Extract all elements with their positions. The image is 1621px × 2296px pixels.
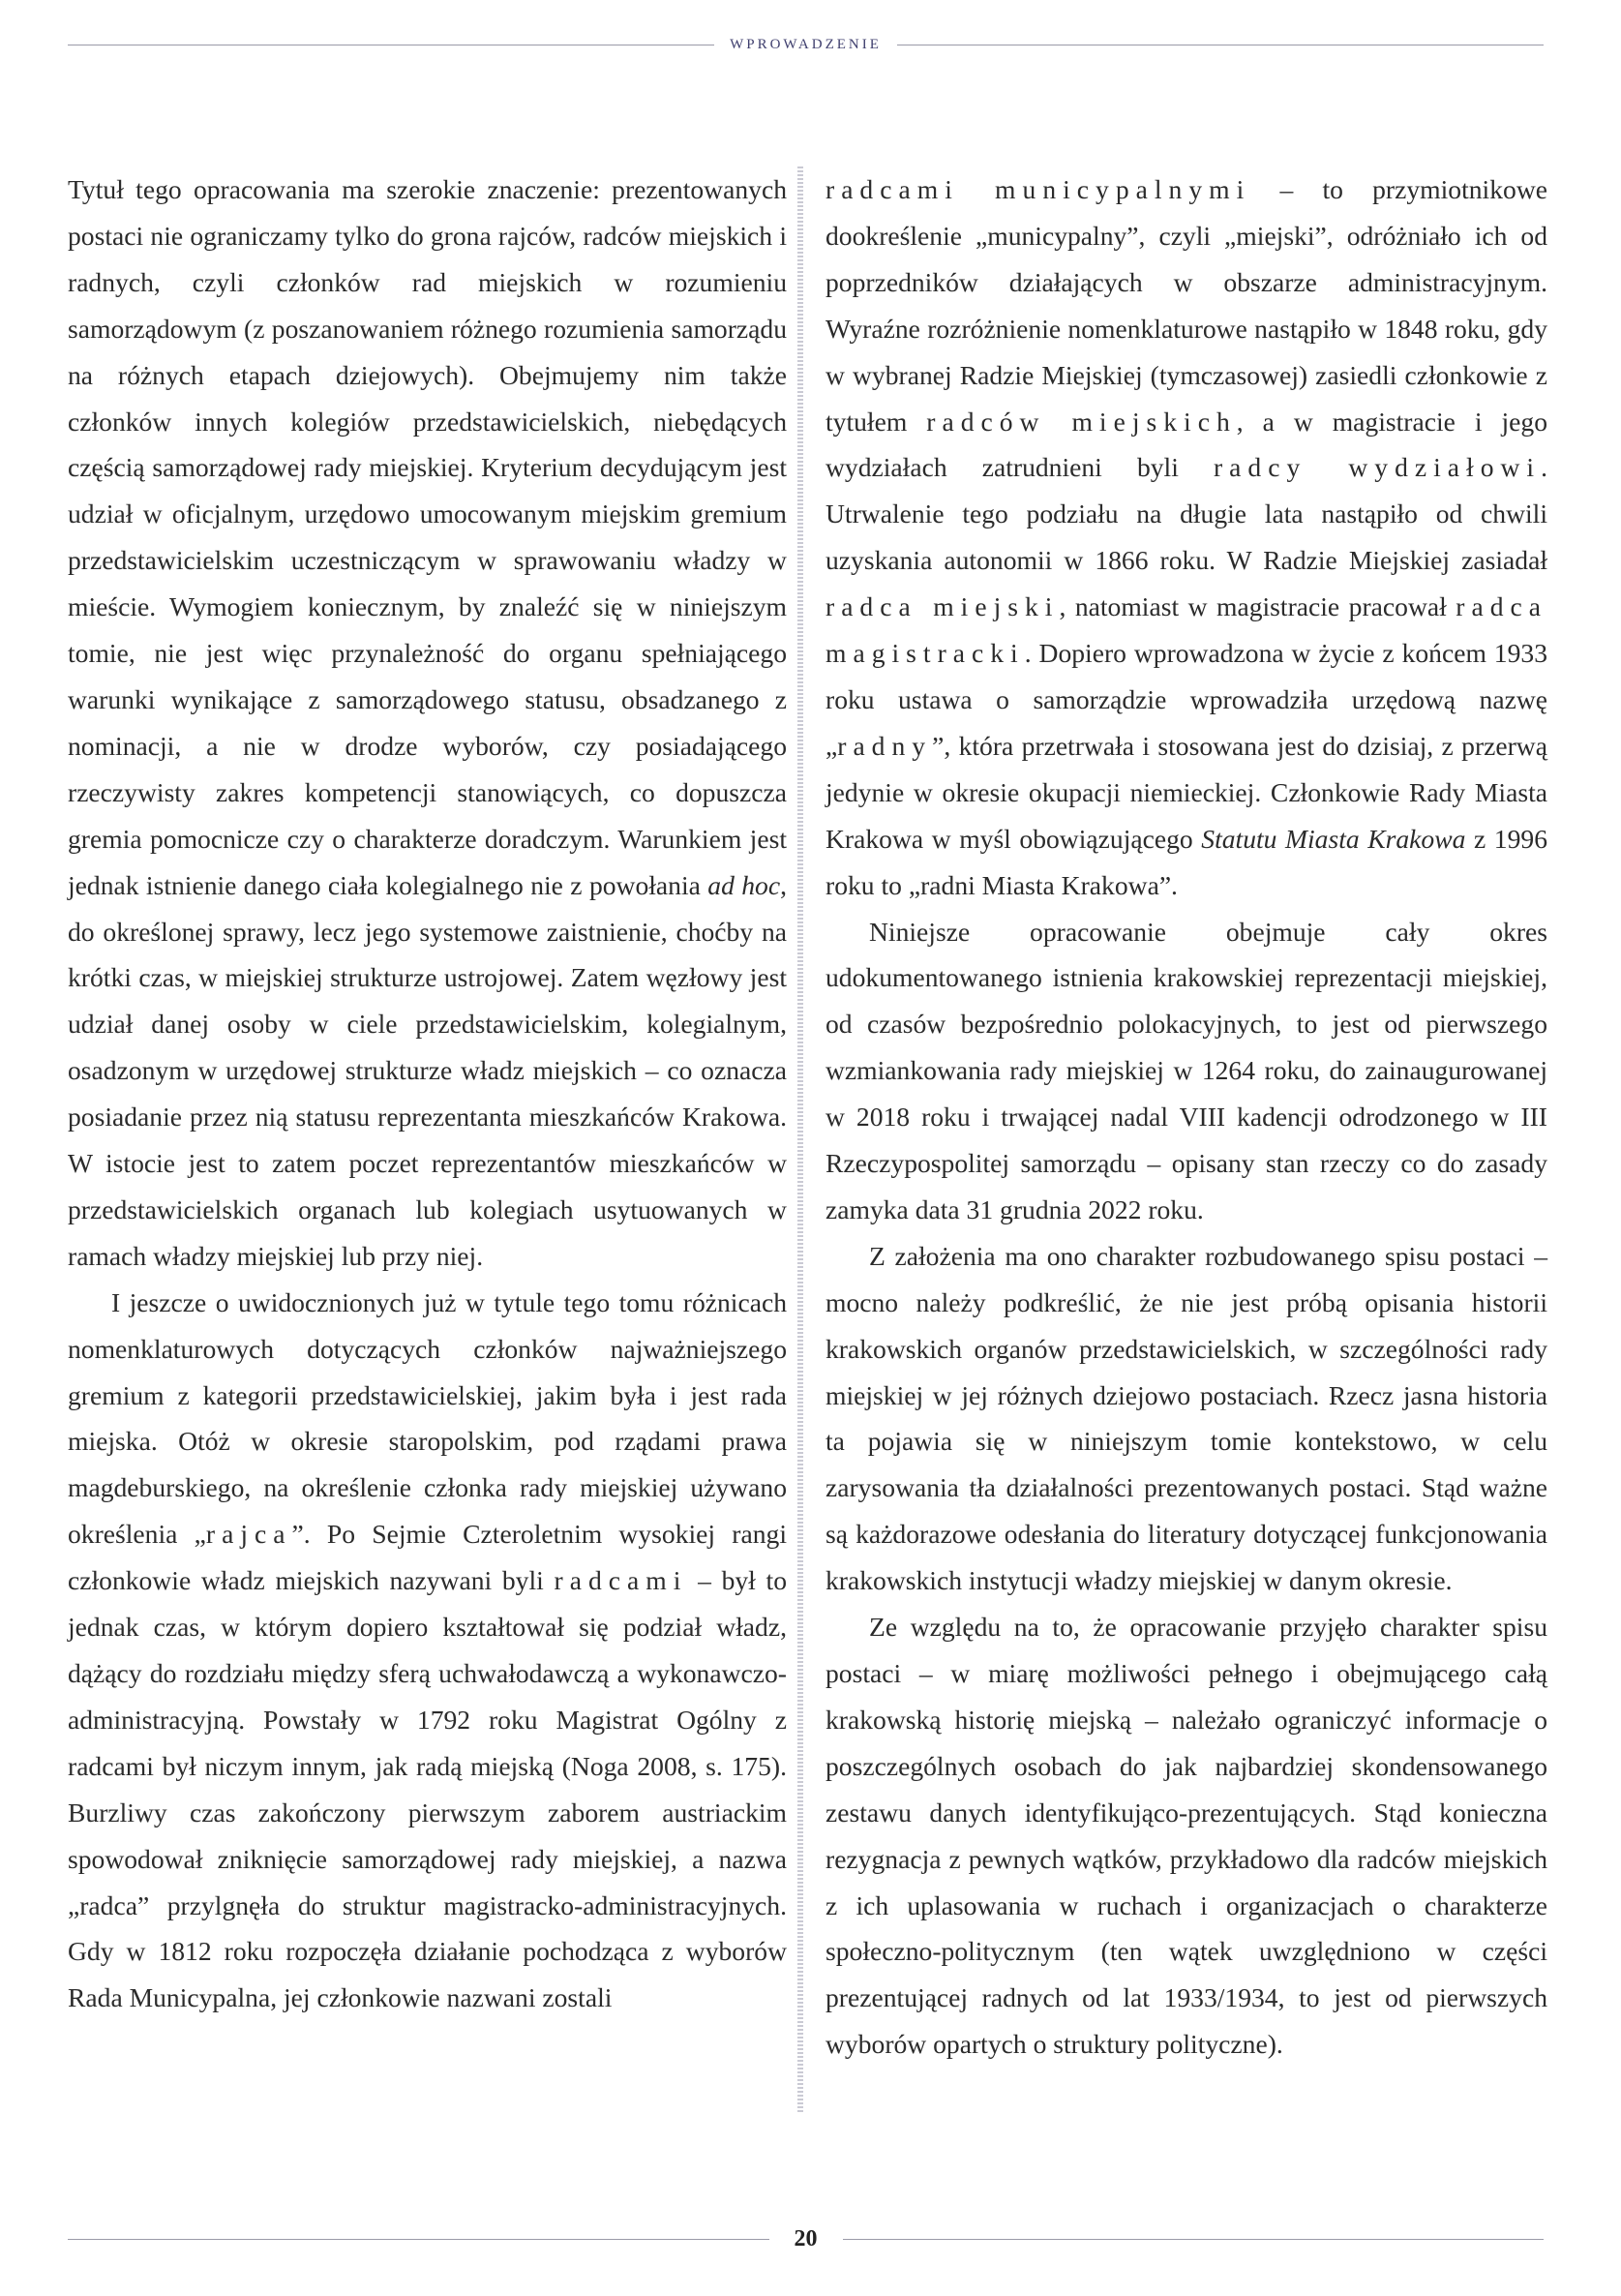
- left-paragraph-1: Tytuł tego opracowania ma szerokie znaczenie: prezentowanych postaci nie ograniczamy tylko do grona rajców, radców miejskich i radnych, czyli członków rad miejskich w rozumieniu samorządowym (z poszanowaniem różnego rozumienia samorządu na różnych etapach dziejowych). Obejmujemy nim także członków innych kolegiów przedstawicielskich, niebędących częścią samorządowej rady miejskiej. Kryterium decydującym jest udział w oficjalnym, urzędowo umocowanym miejskim gremium przedstawicielskim uczestniczącym w sprawowaniu władzy w mieście. Wymogiem koniecznym, by znaleźć się w niniejszym tomie, nie jest więc przynależność do organu spełniającego warunki wynikające z samorządowego statusu, obsadzanego z nominacji, a nie w drodze wyborów, czy posiadającego rzeczywisty zakres kompetencji stanowiących, co dopuszcza gremia pomocnicze czy o charakterze doradczym. Warunkiem jest jednak istnienie danego ciała kolegialnego nie z powołania ad hoc, do określonej sprawy, lecz jego systemowe zaistnienie, choćby na krótki czas, w miejskiej strukturze ustrojowej. Zatem węzłowy jest udział danej osoby w ciele przedstawicielskim, kolegialnym, osadzonym w urzędowej strukturze władz miejskich – co oznacza posiadanie przez nią statusu reprezentanta mieszkańców Krakowa. W istocie jest to zatem poczet reprezentantów mieszkańców w przedstawicielskich organach lub kolegiach usytuowanych w ramach władzy miejskiej lub przy niej.: [68, 174, 787, 1271]
- right-paragraph-3: Z założenia ma ono charakter rozbudowanego spisu postaci – mocno należy podkreślić, że nie jest próbą opisania historii krakowskich organów przedstawicielskich, w szczególności rady miejskiej w jej różnych dziejowo postaciach. Rzecz jasna historia ta pojawia się w niniejszym tomie kontekstowo, w celu zarysowania tła działalności prezentowanych postaci. Stąd ważne są każdorazowe odesłania do literatury dotyczącej funkcjonowania krakowskich instytucji władzy miejskiej w danym okresie.: [826, 1240, 1547, 1596]
- page-footer: [68, 2226, 1544, 2252]
- right-paragraph-4: Ze względu na to, że opracowanie przyjęło charakter spisu postaci – w miarę możliwości pełnego i obejmującego całą krakowską historię miejską – należało ograniczyć informacje o poszczególnych osobach do jak najbardziej skondensowanego zestawu danych identyfikująco-prezentujących. Stąd konieczna rezygnacja z pewnych wątków, przykładowo dla radców miejskich z ich uplasowania w ruchach i organizacjach o charakterze społeczno-politycznym (ten wątek uwzględniono w części prezentującej radnych od lat 1933/1934, to jest od pierwszych wyborów opartych o struktury polityczne).: [826, 1612, 1547, 2060]
- page-number: 20: [794, 2226, 818, 2251]
- running-header: [68, 37, 1544, 53]
- right-paragraph-2: Niniejsze opracowanie obejmuje cały okres udokumentowanego istnienia krakowskiej reprezentacji miejskiej, od czasów bezpośrednio polokacyjnych, to jest od pierwszego wzmiankowania rady miejskiej w 1264 roku, do zainaugurowanej w 2018 roku i trwającej nadal VIII kadencji odrodzonego w III Rzeczypospolitej samorządu – opisany stan rzeczy co do zasady zamyka data 31 grudnia 2022 roku.: [826, 916, 1547, 1224]
- left-paragraph-2: I jeszcze o uwidocznionych już w tytule tego tomu różnicach nomenklaturowych dotyczących członków najważniejszego gremium z kategorii przedstawicielskiej, jakim była i jest rada miejska. Otóż w okresie staropolskim, pod rządami prawa magdeburskiego, na określenie członka rady miejskiej używano określenia „rajca”. Po Sejmie Czteroletnim wysokiej rangi członkowie władz miejskich nazywani byli radcami – był to jednak czas, w którym dopiero kształtował się podział władz, dążący do rozdziału między sferą uchwałodawczą a wykonawczo-administracyjną. Powstały w 1792 roku Magistrat Ogólny z radcami był niczym innym, jak radą miejską (Noga 2008, s. 175). Burzliwy czas zakończony pierwszym zaborem austriackim spowodował zniknięcie samorządowej rady miejskiej, a nazwa „radca” przylgnęła do struktur magistracko-administracyjnych. Gdy w 1812 roku rozpoczęła działanie pochodząca z wyborów Rada Municypalna, jej członkowie nazwani zostali: [68, 1286, 788, 2013]
- column-divider: [797, 166, 803, 2112]
- footer-rule-right: [843, 2239, 1545, 2240]
- footer-rule-left: [68, 2239, 769, 2240]
- header-title: WPROWADZENIE: [730, 37, 882, 52]
- right-column: [826, 166, 1547, 2068]
- right-paragraph-1: radcami municypalnymi – to przymiotnikowe dookreślenie „municypalny”, czyli „miejski”, odróżniało ich od poprzedników działających w obszarze administracyjnym. Wyraźne rozróżnienie nomenklaturowe nastąpiło w 1848 roku, gdy w wybranej Radzie Miejskiej (tymczasowej) zasiedli członkowie z tytułem radców miejskich, a w magistracie i jego wydziałach zatrudnieni byli radcy wydziałowi. Utrwalenie tego podziału na długie lata nastąpiło od chwili uzyskania autonomii w 1866 roku. W Radzie Miejskiej zasiadał radca miejski, natomiast w magistracie pracował radca magistracki. Dopiero wprowadzona w życie z końcem 1933 roku ustawa o samorządzie wprowadziła urzędową nazwę „radny”, która przetrwała i stosowana jest do dzisiaj, z przerwą jedynie w okresie okupacji niemieckiej. Członkowie Rady Miasta Krakowa w myśl obowiązującego Statutu Miasta Krakowa z 1996 roku to „radni Miasta Krakowa”.: [826, 174, 1548, 900]
- left-column: [68, 166, 787, 2021]
